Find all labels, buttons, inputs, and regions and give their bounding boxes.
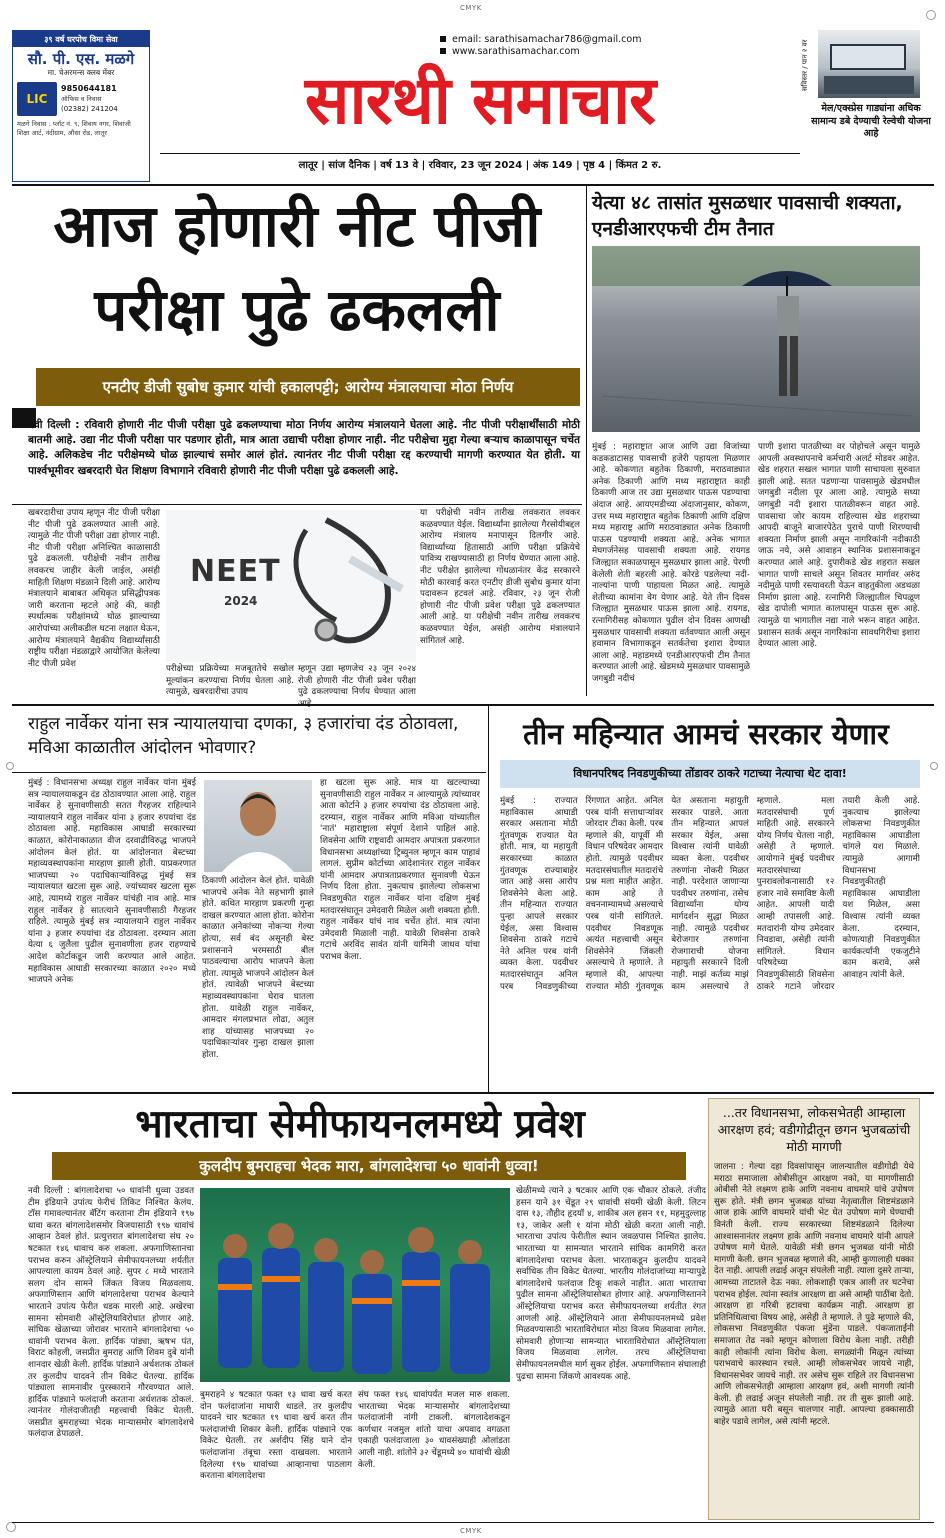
- ad-agent-title: मा. चेअरमन्स क्लब मेंबर: [47, 68, 115, 77]
- ad-agent-name: सौ. पी. एस. मळगे: [27, 50, 135, 68]
- teaser-side-label: सविस्तर / पान २ वर: [801, 39, 809, 91]
- rain-col-1: मुंबई : महाराष्ट्रात आज आणि उद्या विजांच्या कडकडाटासह पावसाची हजेरी पहायला मिळणार आहे. कोकणात बहुतेक ठिकाणी, मराठवाड्यात अनेक ठिकाणी आणि मध्य महाराष्ट्रात काही ठिकाणी आज तर उद्या मुसळधार पाऊस पडण्याचा अंदाज आहे. आयएमडीच्या अंदाजानुसार, कोकण, उत्तर मध्य महाराष्ट्रात बहुतेक ठिकाणी आणि दक्षिण मध्य महाराष्ट्र आणि मराठवाड्यात अनेक ठिकाणी पाऊस पडण्याची शक्यता आहे. अनेक भागात मेघगर्जनेसह पावसाची शक्यता आहे. रायगड जिल्ह्यात सकाळपासून मुसळधार झाला आहे. पेरणी केलेली शेती बहरली आहे. कोरडे पडलेल्या नदी-नाल्यांना पाणी पाहायला मिळत आहे. त्यामुळे शेतीच्या कामांना वेग येणार आहे. येते तीन दिवस जिल्ह्यात मुसळधार पाऊस झाला आहे. रायगड, रत्नागिरीसह कोकणात पुढील दोन दिवस आणखी मुसळधार पावसाची शक्यता वर्तवण्यात आली असून हवामान विभागाकडून सतर्कतेचा इशारा देण्यात आला आहे. महाडमध्ये एनडीआरएफची टीम तैनात करण्यात आली आहे. खेडमध्ये मुसळधार पावसामुळे जगबुडी नदीचं: [592, 442, 750, 684]
- lead-col-3: म्हणून उद्या म्हणजेच २३ जून २०२४ रोजी होणारी नीट पीजी प्रवेश परीक्षा पुढे ढकलण्याचा निर्णय घेण्यात आला: [298, 664, 416, 698]
- cricket-col-1: नवी दिल्ली : बांगलादेशचा ५० धावांनी धुव्वा उडवत टीम इंडियाने उपांत्य फेरीचं तिकिट निश्चित केलंय. टॉस गमावल्यानंतर बॅटिंग करताना टीम इंडियाने १९७ धावा करत बांगलादेशसमोर विजयासाठी १९७ धावांचं आव्हान ठेवलं होतं. प्रत्युत्तरात बांगलादेशचा संघ २० षटकात १४६ धावाच करु शकला. अफगाणिस्तानचा पराभव करुन ऑस्ट्रेलियाने सेमीफायनलच्या शर्यतीत आपल्याला कायम ठेवलं आहे. सुपर ८ मध्ये भारताने सलग दोन सामने जिंकत विजय मिळवलाय. अफगाणिस्तान आणि बांगलादेशचा पराभव केल्याने भारताने उपांत्य फेरीत धडक मारली आहे. अखेरचा सामना सोमवारी ऑस्ट्रेलियाविरोधात होणार आहे. सांघिक खेळाच्या जोरावर भारताने बांगलादेशचा ५० धावांनी पराभव केला. हार्दिक पांड्या, ऋषभ पंत, विराट कोहली, जसप्रीत बुमराह आणि शिवम दुबे यांनी शानदार खेळी केली. हार्दिक पांड्याने अर्धशतक ठोकलं तर कुलदीप यादवने तीन विकेट घेतल्या. हार्दिक पांड्याला सामनावीर पुरस्काराने गौरवण्यात आले. हार्दिक पांड्याने फलंदाजी करताना अर्धशतक ठोकलं. त्यानंतर गोलंदाजीतही महत्त्वाची विकेट घेतली. जसप्रीत बुमराहच्या भेदक माऱ्यासमोर बांगलादेशचे फलंदाज ढेपाळले.: [28, 1186, 194, 1440]
- cricket-subhead: कुलदीप बुमराहचा भेदक मारा, बांगलादेशचा ५० धावांनी धुव्वा!: [52, 1152, 686, 1180]
- neet-illustration: [166, 510, 416, 662]
- lead-headline-2: परीक्षा पुढे ढकलली: [94, 276, 500, 344]
- rahul-col-1: मुंबई : विधानसभा अध्यक्ष राहुल नार्वेकर यांना मुंबई सत्र न्यायालयाकडून दंड ठोठावण्यात आला आहे. राहुल नार्वेकर हे सुनावणीसाठी सतत गैरहजर राहिल्याने न्यायालयाने राहुल नार्वेकर यांना ३ हजार रुपयांचा दंड ठोठावला आहे. महाविकास आघाडी सरकारच्या काळात, कोरोनाकाळात वीज दरवाढीविरुद्ध भाजपने आंदोलन केलं होतं. या आंदोलनात बेस्टच्या महाव्यवस्थापकांना मारहाण झाली होती. याप्रकरणात भाजपच्या २० पदाधिकाऱ्यांविरुद्ध मुंबई सत्र न्यायालयात खटला सुरू आहे. ज्यांच्यावर खटला सुरू आहे, त्यामध्ये राहुल नार्वेकर यांचंही नाव आहे. मात्र राहुल नार्वेकर हे सातत्याने सुनावणीसाठी गैरहजर राहिले. त्यामुळे मुंबई सत्र न्यायालयाने राहुल नार्वेकर यांना ३ हजार रुपयांचा दंड ठोठावला. दरम्यान आता येत्या ६ जुलैला पुढील सुनावणीला हजर राहण्याचे आदेश कोर्टाकडून जारी करण्यात आले आहेत. महाविकास आघाडी सरकारच्या काळात २०२० मध्ये भाजपने अनेक: [28, 778, 196, 986]
- cricket-col-4: खेळीमध्ये त्याने ३ षटकार आणि एक चौकार ठोकले. तंजीद हसन याने ३१ चेंडूत २९ धावांची संयमी खेळी केली. लिटन दास १३, तौहीद हृदयॉ ४, शाकीब अल हसन ११, महमुदुल्लाह १३, जाकेर अली १ यांना मोठी खेळी करता आली नाही. भारताचा उपांत्य फेरीतील स्थान जवळपास निश्चित झालेय. भारताच्या या सामन्यात भारताने सांघिक कामगिरी करत बांगलादेशचा पराभव केला. भारताकडून कुलदीप यादवने सर्वाधिक तीन विकेट घेतल्या. भारतीय गोलंदाजांच्या माऱ्यापुढे बांगलादेशचे फलंदाज टिकू शकले नाहीत. आता भारताचा पुढील सामना ऑस्ट्रेलियासोबत होणार आहे. अफगाणिस्तानने ऑस्ट्रेलियाचा पराभव करत सेमीफायनलच्या शर्यतीत रंगत आणली आहे. ऑस्ट्रेलियाने आता सेमीफायनलमध्ये प्रवेश मिळवण्यासाठी भारताविरोधात मोठा विजय मिळवावा लागेल. सोमवारी होणाऱ्या सामन्यात भारताविरोधात ऑस्ट्रेलियाला विजय मिळवावा लागेल. तरच ऑस्ट्रेलियाचा सेमीफायनलमधील मार्ग सुकर होईल. अफगाणिस्तान संघालाही पुढचा सामना जिंकणे आवश्यक आहे.: [516, 1186, 706, 1382]
- registration-mark-top-right: [926, 10, 936, 20]
- registration-mark-right: [930, 762, 938, 770]
- ad-address: मळगे निवास : प्लॉट नं. ९, शिवाय नगर, शिवाजी शिक्षा आर्ट, नंदीग्राम, औसा रोड, लातूर: [17, 120, 131, 137]
- rahul-photo: [204, 780, 312, 872]
- rahul-col-2: ठिकाणी आंदोलन केलं होतं. यावेळी भाजपचे अनेक नेते सहभागी झाले होते. कथित मारहाण प्रकरणी गुन्हा दाखल करण्यात आला होता. कोरोना काळात अनेकांच्या नोकऱ्या गेल्या होत्या, सर्व बंद असूनही बेस्ट प्रशासनाने भरमसाठी बील पाठवल्याचा आरोप भाजपने केला होता. त्यामुळे भाजपने आंदोलन केलं होतं. त्यावेळी भाजपने बेस्टच्या महाव्यवस्थापकांना घेराव घातला होता. यावेळी राहुल नार्वेकर, आमदार मंगलप्रभात लोढा, अतुल शाह यांच्यासह भाजपच्या २० पदाधिकाऱ्यांवर गुन्हा दाखल झाला होता.: [202, 876, 314, 1060]
- ad-office-label: ऑफिस व निवास: [61, 95, 102, 103]
- bullet-icon: [440, 36, 446, 42]
- registration-mark-left: [6, 762, 14, 770]
- ad-banner: ३९ वर्ष घरपोच विमा सेवा: [13, 31, 149, 47]
- lead-col-1: खबरदारीचा उपाय म्हणून नीट पीजी परीक्षा नीट पीजी पुढे ढकलण्यात आली आहे. त्यामुळे नीट पीजी परीक्षा उद्या होणार नाही. नीट पीजी परीक्षा अनिश्चित काळासाठी पुढे ढकलली. परीक्षेची नवीन तारीख लवकरच जाहीर केली जाईल, असंही माहिती शिक्षण मंडळाने दिली आहे. आरोग्य मंत्रालयाने बाबाबत अधिकृत प्रसिद्धीपत्रक जारी करताना म्हटले आहे की, काही स्पर्धात्मक परीक्षांमध्ये घोळ झाल्याच्या आरोपांच्या अलीकडील घटना लक्षात घेऊन, आरोग्य मंत्रालयाने वैद्यकीय विद्यार्थ्यांसाठी राष्ट्रीय परीक्षा मंडळाद्वारे आयोजित केलेल्या नीट पीजी प्रवेश: [28, 508, 160, 669]
- portrait-icon: [204, 780, 312, 872]
- rain-headline: येत्या ४८ तासांत मुसळधार पावसाची शक्यता, एनडीआरएफची टीम तैनात: [592, 192, 903, 240]
- neet-label: NEET: [190, 554, 281, 589]
- registration-mark-bottom-left: [6, 1522, 16, 1532]
- insurance-ad: [12, 30, 150, 182]
- teen-headline: तीन महिन्यात आमचं सरकार येणार: [523, 717, 889, 751]
- email-text: email: sarathisamachar786@gmail.com: [452, 34, 642, 45]
- team-india-photo: [200, 1188, 510, 1382]
- cricket-col-3: संघ फक्त १४६ धावांपर्यंत मजल मारु शकला. भारताच्या भेदक माऱ्यासमोर बांगलादेशच्या फलंदाजांनी नांगी टाकली. बांगलादेशकडून कर्णधार नजमुल शांतो याचा अपवाद वगळता एकाही फलंदाजाला ३० धावसंख्याही ओलांडता आली नाही. शांतोने ३२ चेंडूमध्ये ४० धावांची खेळी केली.: [358, 1390, 510, 1470]
- lead-subhead: एनटीए डीजी सुबोध कुमार यांची हकालपट्टी; आरोग्य मंत्रालयाचा मोठा निर्णय: [36, 368, 580, 406]
- neet-year: 2024: [224, 594, 258, 608]
- rahul-col-3: हा खटला सुरू आहे. मात्र या खटल्याच्या सुनावणीसाठी राहुल नार्वेकर न आल्यामुळे त्यांच्यावर आता कोर्टाने ३ हजार रुपयांचा दंड ठोठावला आहे. दरम्यान, राहुल नार्वेकर आणि मविआ यांच्यातील 'नातं' महाराष्ट्राला संपूर्ण देशाने पाहिलं आहे. शिवसेना आणि राष्ट्रवादी आमदार अपात्रता प्रकरणात विधानसभा अध्यक्षांच्या ट्रिब्युनल म्हणून काम पाहावं लागलं. सुप्रीम कोर्टाच्या आदेशानंतर राहुल नार्वेकर यांनी आमदार अपात्रताप्रकरणात सुनावणी घेऊन निर्णय दिला होता. नुकत्याच झालेल्या लोकसभा निवडणुकीत राहुल नार्वेकर यांना दक्षिण मुंबई मतदारसंघातून उमेदवारी मिळेल अशी शक्यता होती. राहुल नार्वेकर यांचं नाव चर्चेत होतं. मात्र त्यांना उमेदवारी मिळाली नाही. यावेळी शिवसेना ठाकरे गटाचे अरविंद सावंत यांनी यामिनी जाधव यांचा पराभव केला.: [320, 778, 480, 962]
- lead-col-2: परीक्षेच्या प्रक्रियेच्या मजबूततेचे सखोल मूल्यांकन करण्याचा निर्णय घेतला आहे. त्यामुळे, खबरदारीचा उपाय: [166, 664, 294, 698]
- ad-phone-2: (02382) 241204: [61, 105, 118, 113]
- lead-headline-1: आज होणारी नीट पीजी: [53, 192, 541, 260]
- bullet-icon: [440, 48, 446, 54]
- cricket-col-2: बुमराहने ४ षटकात फक्त १३ धावा खर्च करत दोन फलंदाजांना माघारी धाडले. तर कुलदीप यादवने चार षटकात १९ धावा खर्च करत तीन फलंदाजांची शिकार केली. हार्दिक पांड्याने एक विकेट घेतली. तर अर्शदीप सिंह याने दोन फलंदाजांना तंबूचा रस्ता दाखवला. भारताने दिलेल्या १९७ धावांच्या आव्हानाचा पाठलाग करताना बांगलादेशचा: [200, 1390, 352, 1482]
- train-coach-photo: [818, 30, 920, 98]
- teaser-headline: मेल/एक्स्प्रेस गाड्यांना अधिक सामान्य डबे देण्याची रेल्वेची योजना आहे: [811, 103, 931, 139]
- contact-block: [440, 34, 641, 58]
- rain-col-2: पाणी इशारा पातळीच्या वर पोहोचले असून यामुळे आपली अवस्थापनाचे कर्मचारी अलर्ट मोडवर आहेत. खेड शहरात सखल भागात पाणी साचायला सुरुवात झाली आहे. सतत पडणाऱ्या पावसामुळे खेडमधील जगबुडी नदीला पूर आला आहे. त्यामुळे सध्या जगबुडी नदी इशारा पातळीवरून वाहत आहे. पावसाचा जोर कायम राहिल्यास खेड शहराच्या आपदी बाजूने बाजारपेठेत पुराचे पाणी शिरण्याची शक्यता निर्माण झाली असून नागरिकांनी नदीकाठी जाऊ नये, असे आवाहन स्थानिक प्रशासनाकडून करण्यात आले आहे. दुपारीकडे खेड शहरात सखल भागात पाणी साचले असून शिवतर मार्गावर अरुंद नदीमुळे पाणी रस्त्यावरती येऊन वाहतुकीला अडथळा निर्माण झाला आहे. रत्नागिरी जिल्ह्यातील चिपळूण खेड दापोली भागात कालपासून पाऊस सुरू आहे. त्यामुळे या भागातील नद्या नाले भरून वाहत आहेत. प्रशासन सतर्क असून नागरिकांना सावधगिरीचा इशारा देण्यात आला आहे.: [758, 442, 920, 650]
- lead-intro: नवी दिल्ली : रविवारी होणारी नीट पीजी परीक्षा पुढे ढकलण्याचा मोठा निर्णय आरोग्य मंत्रालयाने घेतला आहे. नीट पीजी परीक्षार्थींसाठी मोठी बातमी आहे. उद्या नीट पीजी परीक्षा पार पडणार होती, मात्र आता उद्याची परीक्षा होणार नाही. नीट परीक्षेचा मुद्दा गेल्या बऱ्याच काळापासून चर्चेत आहे. अलिकडेच नीट परीक्षेमध्ये घोळ झाल्याचं समोर आलं होतं. त्यानंतर नीट पीजी परीक्षा रद्द करण्याची मागणी करण्यात येत होती. या पार्श्वभूमीवर खबरदारी घेत शिक्षण विभागाने रविवारी होणारी नीट पीजी परीक्षा पुढे ढकलली आहे.: [28, 419, 580, 477]
- players-icon: [200, 1188, 510, 1382]
- masthead-title: सारथी समाचार: [304, 61, 656, 139]
- rain-photo: [592, 246, 920, 432]
- ad-phone: 9850644181: [61, 84, 117, 93]
- rahul-headline: राहुल नार्वेकर यांना सत्र न्यायालयाचा दणका, ३ हजारांचा दंड ठोठावला, मविआ काळातील आंदोलन भोवणार?: [28, 714, 459, 758]
- email-line: [440, 34, 641, 46]
- person-umbrella-icon: [592, 246, 920, 432]
- lic-logo: LIC: [17, 82, 57, 116]
- photo-window: [830, 44, 906, 70]
- print-mark-bottom: CMYK: [460, 1527, 482, 1535]
- reservation-headline: ...तर विधानसभा, लोकसभेतही आम्हाला आरक्षण हवं; वडीगोद्रीतून छगन भुजबळांची मोठी मागणी: [717, 1105, 911, 1154]
- reservation-body: जालना : गेल्या दहा दिवसांपासून जालन्यातील वडीगोद्री येथे मराठा समाजाला ओबीसीतून आरक्षण नको, या मागणीसाठी ओबीसी नेते लक्ष्मण हाके आणि नवनाथ वाघमारे यांचे उपोषण सुरू होते. मंत्री छगन भुजबळ यांच्या नेतृत्वातील शिष्टमंडळाने आज हाके आणि वाघमारे यांची भेट घेत उपोषण मागे घेण्याची विनंती केली. राज्य सरकारच्या शिष्टमंडळाने दिलेल्या आश्वासनानंतर लक्ष्मण हाके आणि नवनाथ वाघमारे यांनी आपले उपोषण मागे घेतले. यावेळी मंत्री छगन भुजबळ यांनी मोठी मागणी केली. छगन भुजबळ म्हणाले की, आम्ही कुणालाही धक्का देत नाही. आपली लढाई अजून संपलेली नाही. त्याला दुसरे तार्‍या, आमच्या ताटातले देऊ नका. लोकशाही एकत्र आली तर घटनेचा पराभव होईल. त्यांना स्वतंत्र आरक्षण द्या असे आम्ही पाठींबा देतो. आरक्षण हा गरिबी हटावचा कार्यक्रम नाही. आरक्षण हा प्रतिनिधित्वाचा विषय आहे, असेही ते म्हणाले. ते पुढे म्हणाले की, लोकसभा निवडणुकीत पंकजा मुंडेंना पाडले. पंकजाताईंनी समाजात तेढ नको म्हणून कोणाला विरोध केला नाही. तरीही काही लोकांनी त्यांना विरोध केला. सगळ्यांनी मिळून त्यांच्या पराभवाचे कारस्थान रचले. आम्ही लोकसभेवर जायचे नाही, विधानसभेवर जायचे नाही. तर असेच सुरू राहिले तर विधानसभा आणि लोकसभेतही आम्हाला आरक्षण हवं, अशी मागणी त्यांनी केली. ही लढाई अजून संपलेली नाही. तर ती सुरू झाली आहे. त्यामुळे आता घरी बसून चालणार नाही. आपल्या हक्कासाठी बाहेर पडावे लागेल, असे त्यांनी म्हटले.: [714, 1162, 914, 1428]
- teen-subhead: विधानपरिषद निवडणुकीच्या तोंडावर ठाकरे गटाच्या नेत्याचा थेट दावा!: [500, 760, 920, 788]
- lead-col-4: या परीक्षेची नवीन तारीख लवकरात लवकर कळवण्यात येईल. विद्यार्थ्यांना झालेल्या गैरसोयीबद्दल आरोग्य मंत्रालय मनापासून दिलगीर आहे. विद्यार्थ्यांच्या हितासाठी आणि परीक्षा प्रक्रियेचे पावित्र्य राखण्यासाठी हा निर्णय घेण्यात आला आहे. नीट परीक्षेत झालेल्या गोंधळानंतर केंद्र सरकारने मोठी कारवाई करत एनटीए डीजी सुबोध कुमार यांना पदावरून हटवलं आहे. रविवार, २३ जून रोजी होणारी नीट पीजी प्रवेश परीक्षा पुढे ढकलण्यात आली आहे. या परीक्षेची नवीन तारीख लवकरच कळवण्यात येईल, असंही आरोग्य मंत्रालयाने सांगितलं आहे.: [420, 508, 580, 646]
- dateline: लातूर | सांज दैनिक | वर्ष 13 वे | रविवार, 23 जून 2024 | अंक 149 | पृष्ठ 4 | किंमत 2 रु.: [298, 160, 662, 171]
- website-text: www.sarathisamachar.com: [452, 46, 580, 57]
- photo-seats: [824, 76, 914, 94]
- cricket-headline: भारताचा सेमीफायनलमध्ये प्रवेश: [135, 1102, 585, 1147]
- teen-body: मुंबई : राज्यात महाविकास आघाडी सरकार असताना मोठी गुंतवणूक राज्यात येत होती. मात्र, या महायुती सरकारच्या काळात गुंतवणूक राज्याबाहेर जात आहे असा आरोप शिवसेनेने केला आहे. तीन महिन्यात राज्यात पुन्हा आपले सरकार येईल, असा विश्वास शिवसेना ठाकरे गटाचे नेते अनिल परब यांनी व्यक्त केला. पदवीधर मतदारसंघातून अनिल परब निवडणुकीच्या रिंगणात आहेत. अनिल परब यांनी सत्ताधाऱ्यांवर जोरदार टीका केली. परब म्हणाले की, यापूर्वी मी विधान परिषदेवर आमदार होतो. त्यामुळे पदवीधर मतदारसंघातील मतदारांचे प्रश्न मला माहीत आहेत. काम आहे ते वचननाम्यामध्ये असल्याचे परब यांनी सांगितले. पदवीधर निवडणूक अत्यंत महत्त्वाची असून शिवसेनेने जिंकली असल्याचे ते म्हणाले. ते म्हणाले की, आपल्या राज्यात मोठी गुंतवणूक येत असताना महायुती सरकार पाडले. आता तीन महिन्यात आपलं सरकार येईल, असा विश्वास त्यांनी यावेळी व्यक्त केला. पदवीधर तरुणांना नोकरी मिळत नाही. परदेशात जाणाऱ्या पदवीधर तरुणांना, तसेच विद्यार्थ्यांना योग्य मार्गदर्शन सुद्धा मिळत नाही. त्यामुळे पदवीधर बेरोजगार तरुणांना रोजगाराची योजना महायुती सरकारने दिली नाही. माझं कर्तव्य माझं काम असल्याचे ते म्हणाले. मला मतदारसंघाची पूर्ण माहिती आहे. सरकारने योग्य निर्णय घेतला नाही, असेही ते म्हणाले. आयोगाने मुंबई पदवीधर मतदारसंघाच्या पुनरावलोकनासाठी १२ हजार नावे समाविष्ट केली आहेत. आपली यादी आम्ही तपासली आहे. मतदारांनी योग्य उमेदवार निवडावा, असेही त्यांनी सांगितले. विधान परिषदेच्या निवडणुकीसाठी शिवसेना ठाकरे गटाने जोरदार तयारी केली आहे. नुकत्याच झालेल्या लोकसभा निवडणुकीत महाविकास आघाडीला चांगले यश मिळाले. त्यामुळे आगामी विधानसभा निवडणुकीतही महाविकास आघाडीला यश मिळेल, असा विश्वास त्यांनी व्यक्त केला. दरम्यान, कोणत्याही निवडणुकीत कार्यकर्त्यांनी एकजुटीने काम करावे, असे आवाहन त्यांनी केले.: [500, 796, 920, 992]
- print-mark-top: CMYK: [460, 4, 482, 12]
